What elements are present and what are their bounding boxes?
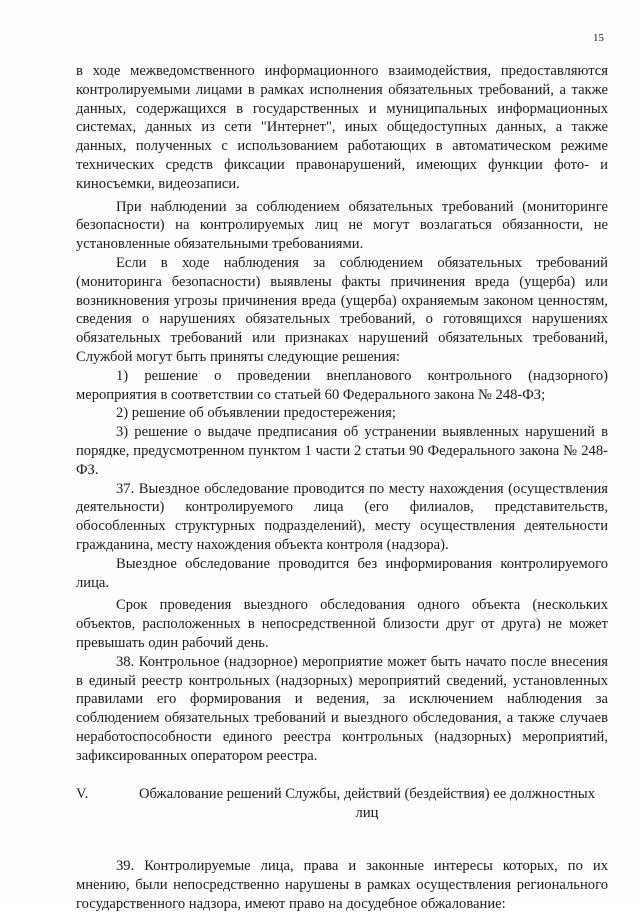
paragraph-38: 38. Контрольное (надзорное) мероприятие может быть начато после внесения в единый реестр контрольных (надзорных) мероприятий сведений, установленных правилами его формирования и ведения, за исключением наблюдения за соблюдением обязательных требований и выездного обследования, а также случаев неработоспособности единого реестра контрольных (надзорных) мероприятий, зафиксированных оператором реестра. — [76, 653, 608, 764]
list-item-1: 1) решение о проведении внепланового контрольного (надзорного) мероприятия в соответствии со статьей 60 Федерального закона № 248-ФЗ; — [76, 367, 608, 403]
page-number: 15 — [593, 32, 604, 44]
paragraph-field-inspection: Выездное обследование проводится без информирования контролируемого лица. — [76, 555, 608, 591]
document-body — [76, 62, 608, 913]
section-heading — [76, 785, 608, 823]
paragraph-monitoring: При наблюдении за соблюдением обязательных требований (мониторинге безопасности) на контролируемых лиц не могут возлагаться обязанности, не установленные обязательными требованиями. — [76, 198, 608, 253]
paragraph-37: 37. Выездное обследование проводится по месту нахождения (осуществления деятельности) контролируемого лица (его филиалов, представительств, обособленных структурных подразделений), месту осуществления деятельности гражданина, месту нахождения объекта контроля (надзора). — [76, 480, 608, 553]
section-number: V. — [76, 786, 89, 803]
paragraph-continuation: в ходе межведомственного информационного взаимодействия, предоставляются контролируемыми лицами в рамках исполнения обязательных требований, а также данных, содержащихся в государственных и муниципальных информационных системах, данных из сети "Интернет", иных общедоступных данных, а также данных, полученных с использованием работающих в автоматическом режиме технических средств фиксации правонарушений, имеющих функции фото- и киносъемки, видеозаписи. — [76, 63, 608, 192]
list-item-3: 3) решение о выдаче предписания об устранении выявленных нарушений в порядке, предусмотренном пунктом 1 части 2 статьи 90 Федерального закона № 248-ФЗ. — [76, 424, 608, 478]
paragraph-inspection-term: Срок проведения выездного обследования одного объекта (нескольких объектов, расположенных в непосредственной близости друг от друга) не может превышать один рабочий день. — [76, 597, 608, 651]
list-item-2: 2) решение об объявлении предостережения; — [116, 405, 396, 422]
section-title: Обжалование решений Службы, действий (бездействия) ее должностных лиц — [138, 786, 596, 822]
paragraph-violations: Если в ходе наблюдения за соблюдением обязательных требований (мониторинга безопасности) выявлены факты причинения вреда (ущерба) или возникновения угрозы причинения вреда (ущерба) охраняемым законом ценностям, сведения о нарушениях обязательных требований, о готовящихся нарушениях обязательных требований или признаках нарушений обязательных требований, Службой могут быть приняты следующие решения: — [76, 254, 608, 365]
paragraph-39: 39. Контролируемые лица, права и законные интересы которых, по их мнению, были непосредственно нарушены в рамках осуществления регионального государственного надзора, имеют право на досудебное обжалование: — [76, 858, 608, 912]
